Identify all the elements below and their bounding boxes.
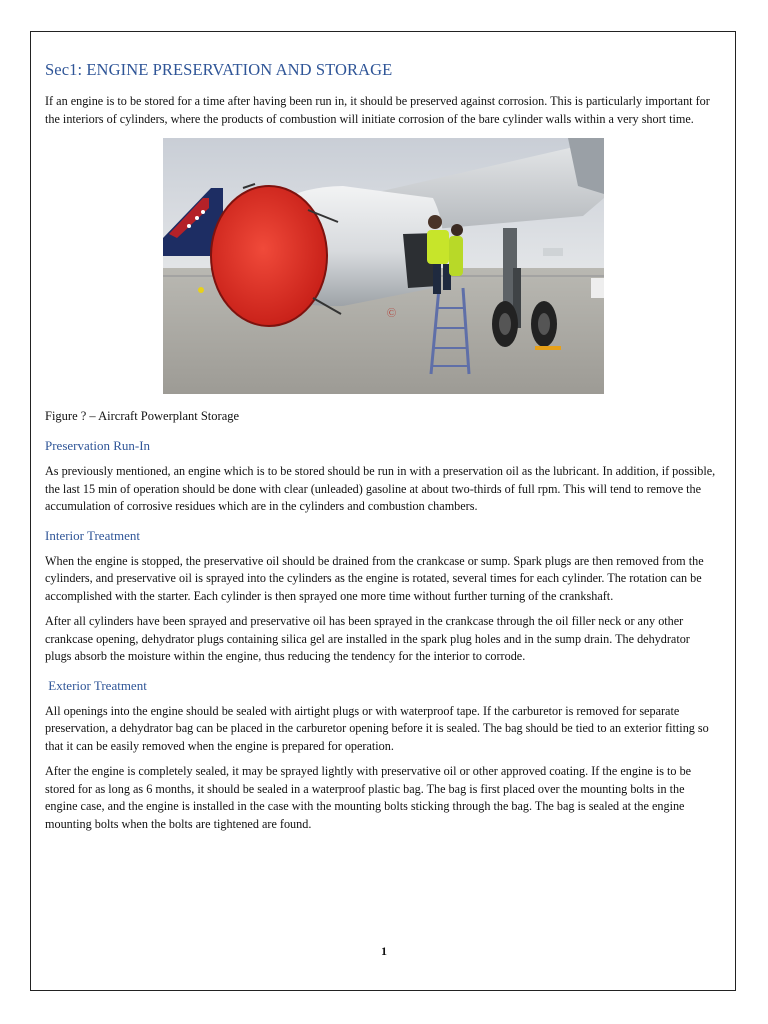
paragraph-exterior-treatment-2: After the engine is completely sealed, it may be sprayed lightly with preservative oil or other approved coating. If the engine is to be stored for as long as 6 months, it should be sealed in a waterproof plastic bag. The bag is first placed over the mounting bolts in the engine case, and the engine is installed in the case with the mounting bolts sticking through the bag. The bag is sealed at the engine mounting bolts when the bolts are tightened are found. xyxy=(45,764,692,831)
engine-marking: Ⓒ xyxy=(387,309,397,319)
heading-interior-treatment: Interior Treatment xyxy=(45,527,140,543)
intro-paragraph: If an engine is to be stored for a time after having been run in, it should be preserved against corrosion. This is particularly important for the interiors of cylinders, where the products of combustion will initiate corrosion of the bare cylinder walls within a very short time. xyxy=(45,94,710,126)
engine-storage-photo xyxy=(163,138,604,394)
section-title: Sec1: ENGINE PRESERVATION AND STORAGE xyxy=(45,60,393,79)
paragraph-interior-treatment-1: When the engine is stopped, the preservative oil should be drained from the crankcase or sump. Spark plugs are then removed from the cylinders, and preservative oil is sprayed into the cylinders as the engine is rotated, several times for each cylinder. The rotation can be accomplished with the starter. Each cylinder is then sprayed one more time without further turning of the crankshaft. xyxy=(45,553,704,603)
paragraph-exterior-treatment-1: All openings into the engine should be sealed with airtight plugs or with waterproof tape. If the carburetor is removed for separate preservation, a dehydrator bag can be placed in the carburetor opening before it is sealed. The bag should be tied to an exterior fitting so that it can be easily removed when the engine is prepared for operation. xyxy=(45,703,709,753)
paragraph-interior-treatment-2: After all cylinders have been sprayed and preservative oil has been sprayed in the crankcase through the oil filler neck or any other crankcase opening, dehydrator plugs containing silica gel are installed in the spark plug holes and in the sump drain. The dehydrator plugs absorb the moisture within the engine, thus reducing the tendency for the interior to corrode. xyxy=(45,614,690,663)
page-number: 1 xyxy=(381,944,387,958)
figure-caption: Figure ? – Aircraft Powerplant Storage xyxy=(45,409,240,423)
document-body xyxy=(45,60,717,841)
paragraph-preservation-run-in: As previously mentioned, an engine which is to be stored should be run in with a preservation oil as the lubricant. In addition, if possible, the last 15 min of operation should be done with clear (unleaded) gasoline at about two-thirds of full rpm. This will tend to remove the accumulation of corrosive residues which are in the cylinders and combustion chambers. xyxy=(45,464,716,513)
heading-preservation-run-in: Preservation Run-In xyxy=(45,438,151,453)
heading-exterior-treatment: Exterior Treatment xyxy=(45,677,147,693)
photo-illustration xyxy=(163,138,604,394)
